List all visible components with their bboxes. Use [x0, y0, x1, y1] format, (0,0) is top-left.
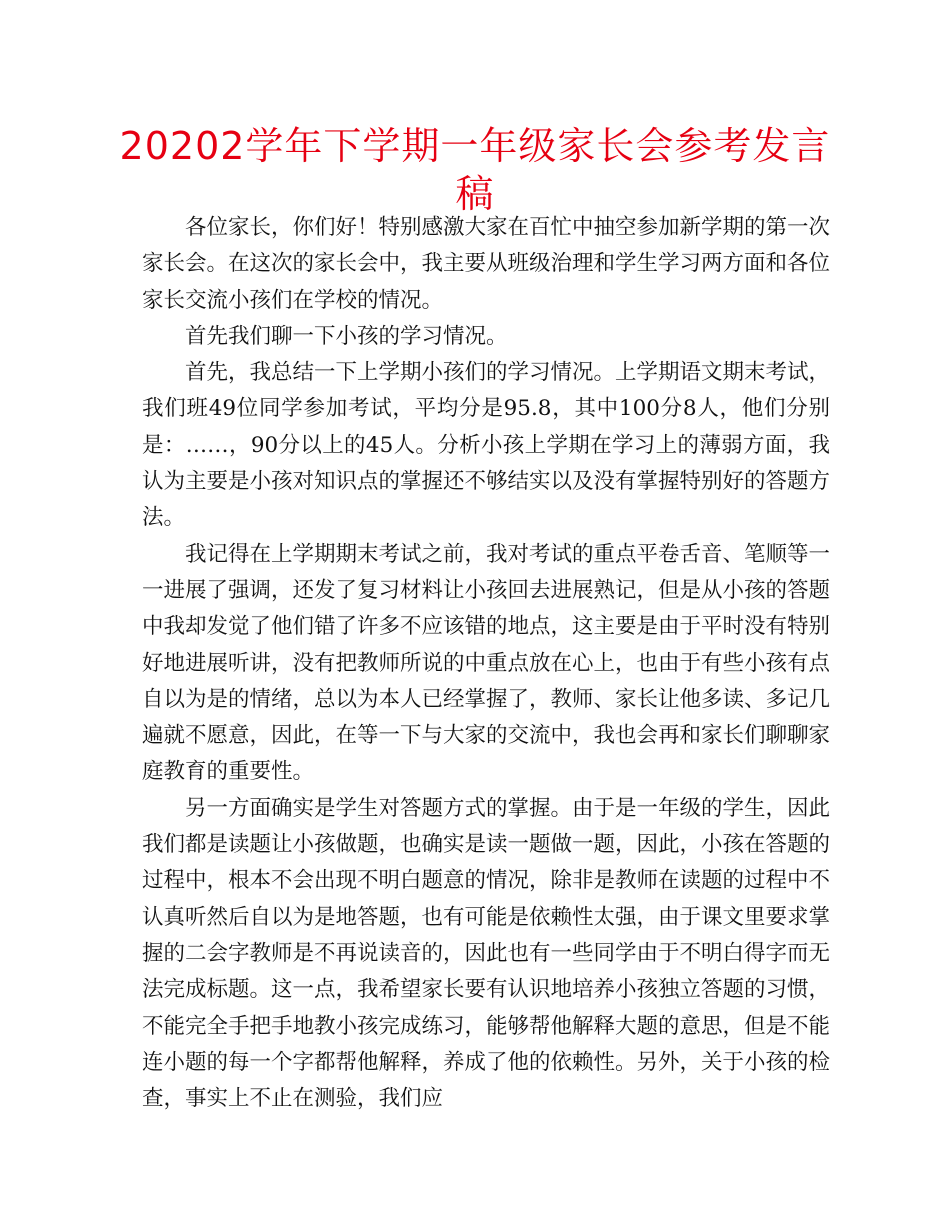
paragraph-exam-summary: 首先，我总结一下上学期小孩们的学习情况。上学期语文期末考试，我们班49位同学参加考试，平均分是95.8，其中100分8人，他们分别是：……，90分以上的45人。分析小孩上学期在学习上的薄弱方面，我认为主要是小孩对知识点的掌握还不够结实以及没有掌握特别好的答题方法。 — [142, 360, 831, 531]
paragraph-answer-methods: 另一方面确实是学生对答题方式的掌握。由于是一年级的学生，因此我们都是读题让小孩做题，也确实是读一题做一题，因此，小孩在答题的过程中，根本不会出现不明白题意的情况，除非是教师在读题的过程中不认真听然后自以为是地答题，也有可能是依赖性太强，由于课文里要求掌握的二会字教师是不再说读音的，因此也有一些同学由于不明白得字而无法完成标题。这一点，我希望家长要有认识地培养小孩独立答题的习惯，不能完全手把手地教小孩完成练习，能够帮他解释大题的意思，但是不能连小题的每一个字都帮他解释，养成了他的依赖性。另外，关于小孩的检查，事实上不止在测验，我们应 — [142, 795, 831, 1112]
paragraph-review: 我记得在上学期期末考试之前，我对考试的重点平卷舌音、笔顺等一一进展了强调，还发了复习材料让小孩回去进展熟记，但是从小孩的答题中我却发觉了他们错了许多不应该错的地点，这主要是由于平时没有特别好地进展听讲，没有把教师所说的中重点放在心上，也由于有些小孩有点自以为是的情绪，总以为本人已经掌握了，教师、家长让他多读、多记几遍就不愿意，因此，在等一下与大家的交流中，我也会再和家长们聊聊家庭教育的重要性。 — [142, 541, 831, 785]
paragraph-greeting: 各位家长，你们好！特别感激大家在百忙中抽空参加新学期的第一次家长会。在这次的家长会中，我主要从班级治理和学生学习两方面和各位家长交流小孩们在学校的情况。 — [142, 215, 831, 313]
document-body — [142, 210, 830, 1117]
document-title: 20202学年下学期一年级家长会参考发言稿 — [119, 124, 831, 216]
paragraph-intro: 首先我们聊一下小孩的学习情况。 — [185, 323, 508, 349]
